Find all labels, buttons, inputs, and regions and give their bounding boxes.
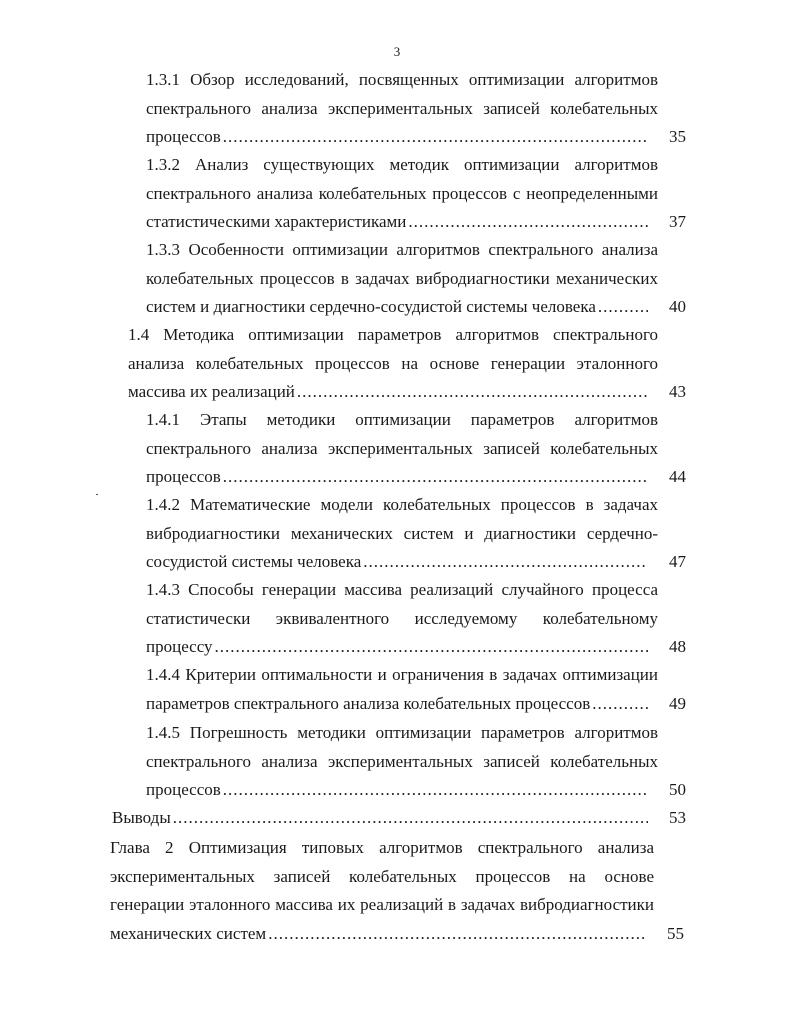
toc-entry-last-line — [146, 208, 686, 237]
toc-entry-text: статистическими характеристиками — [146, 212, 407, 231]
toc-entry-last-line — [146, 776, 686, 805]
dot-leader — [223, 776, 648, 805]
toc-entry-1-4-4[interactable] — [146, 661, 686, 718]
toc-entry-last-line — [112, 804, 686, 833]
toc-entry-line: 1.4.2 Математические модели колебательных процессов в задачах — [146, 495, 658, 514]
dot-leader — [598, 293, 648, 322]
toc-entry-1-4-3[interactable] — [146, 576, 686, 662]
toc-entry-line: 1.3.3 Особенности оптимизации алгоритмов спектрального анализа — [146, 240, 658, 259]
toc-entry-1-4[interactable] — [128, 321, 686, 407]
toc-entry-text: Выводы — [112, 808, 171, 827]
toc-entry-line: 1.3.1 Обзор исследований, посвященных оптимизации алгоритмов — [146, 70, 658, 89]
toc-entry-1-4-1[interactable] — [146, 406, 686, 492]
dot-leader — [223, 463, 648, 492]
toc-page-number: 50 — [669, 780, 686, 799]
toc-page-number: 35 — [669, 127, 686, 146]
toc-entry-text: процессов — [146, 127, 221, 146]
toc-entry-text: сосудистой системы человека — [146, 552, 362, 571]
toc-entry-last-line — [146, 463, 686, 492]
toc-page-number: 40 — [669, 297, 686, 316]
toc-entry-text: процессов — [146, 780, 221, 799]
toc-entry-line: генерации эталонного массива их реализаций в задачах вибродиагностики — [110, 895, 654, 914]
toc-entry-line: спектрального анализа колебательных процессов с неопределенными — [146, 183, 658, 203]
toc-entry-conclusions[interactable] — [112, 804, 686, 833]
toc-page-number: 44 — [669, 467, 686, 486]
dot-leader — [215, 633, 648, 662]
toc-page-number: 37 — [669, 212, 686, 231]
dot-leader — [223, 123, 648, 152]
toc-entry-last-line — [146, 548, 686, 577]
toc-entry-line: 1.4.3 Способы генерации массива реализаций случайного процесса — [146, 580, 658, 599]
dot-leader — [363, 548, 648, 577]
toc-entry-text: механических систем — [110, 923, 267, 943]
toc-entry-text: массива их реализаций — [128, 382, 295, 401]
dot-leader — [408, 208, 648, 237]
toc-entry-1-3-3[interactable] — [146, 236, 686, 322]
toc-entry-line: анализа колебательных процессов на основе генерации эталонного — [128, 353, 658, 373]
toc-entry-line: экспериментальных записей колебательных процессов на основе — [110, 866, 654, 886]
toc-page-number: 47 — [669, 552, 686, 571]
toc-entry-chapter-2[interactable] — [110, 834, 684, 948]
toc-entry-text: процессу — [146, 637, 213, 656]
dot-leader — [592, 690, 648, 719]
toc-entry-line: 1.4.4 Критерии оптимальности и ограничения в задачах оптимизации — [146, 665, 658, 684]
toc-entry-last-line — [128, 378, 686, 407]
toc-entry-text: систем и диагностики сердечно-сосудистой системы человека — [146, 297, 596, 316]
dot-leader — [173, 804, 648, 833]
toc-entry-line: спектрального анализа экспериментальных записей колебательных — [146, 751, 658, 771]
dot-leader — [268, 920, 646, 949]
toc-entry-last-line — [146, 690, 686, 719]
toc-entry-line: 1.4 Методика оптимизации параметров алгоритмов спектрального — [128, 325, 658, 344]
toc-entry-line: спектрального анализа экспериментальных записей колебательных — [146, 438, 658, 458]
toc-entry-line: 1.4.1 Этапы методики оптимизации параметров алгоритмов — [146, 410, 658, 429]
toc-entry-last-line — [146, 123, 686, 152]
toc-page-number: 43 — [669, 382, 686, 401]
toc-page-number: 55 — [667, 923, 684, 943]
toc-entry-text: параметров спектрального анализа колебательных процессов — [146, 693, 591, 713]
toc-page-number: 48 — [669, 637, 686, 656]
toc-page-number: 53 — [669, 808, 686, 827]
toc-entry-1-4-2[interactable] — [146, 491, 686, 577]
toc-entry-text: процессов — [146, 467, 221, 486]
toc-entry-1-3-2[interactable] — [146, 151, 686, 237]
toc-entry-1-4-5[interactable] — [146, 719, 686, 805]
toc-entry-line: вибродиагностики механических систем и диагностики сердечно- — [146, 523, 658, 543]
toc-entry-last-line — [146, 293, 686, 322]
toc-entry-line: спектрального анализа экспериментальных записей колебательных — [146, 98, 658, 118]
toc-entry-line: 1.3.2 Анализ существующих методик оптимизации алгоритмов — [146, 155, 658, 174]
toc-entry-last-line — [110, 920, 684, 949]
toc-entry-1-3-1[interactable] — [146, 66, 686, 152]
toc-page-number: 49 — [669, 693, 686, 713]
table-of-contents — [0, 66, 794, 956]
page-number: 3 — [393, 44, 401, 59]
dot-leader — [297, 378, 648, 407]
toc-entry-line: Глава 2 Оптимизация типовых алгоритмов спектрального анализа — [110, 838, 654, 857]
toc-entry-line: колебательных процессов в задачах вибродиагностики механических — [146, 268, 658, 288]
toc-entry-line: 1.4.5 Погрешность методики оптимизации параметров алгоритмов — [146, 723, 658, 742]
toc-entry-last-line — [146, 633, 686, 662]
toc-entry-line: статистически эквивалентного исследуемому колебательному — [146, 608, 658, 628]
